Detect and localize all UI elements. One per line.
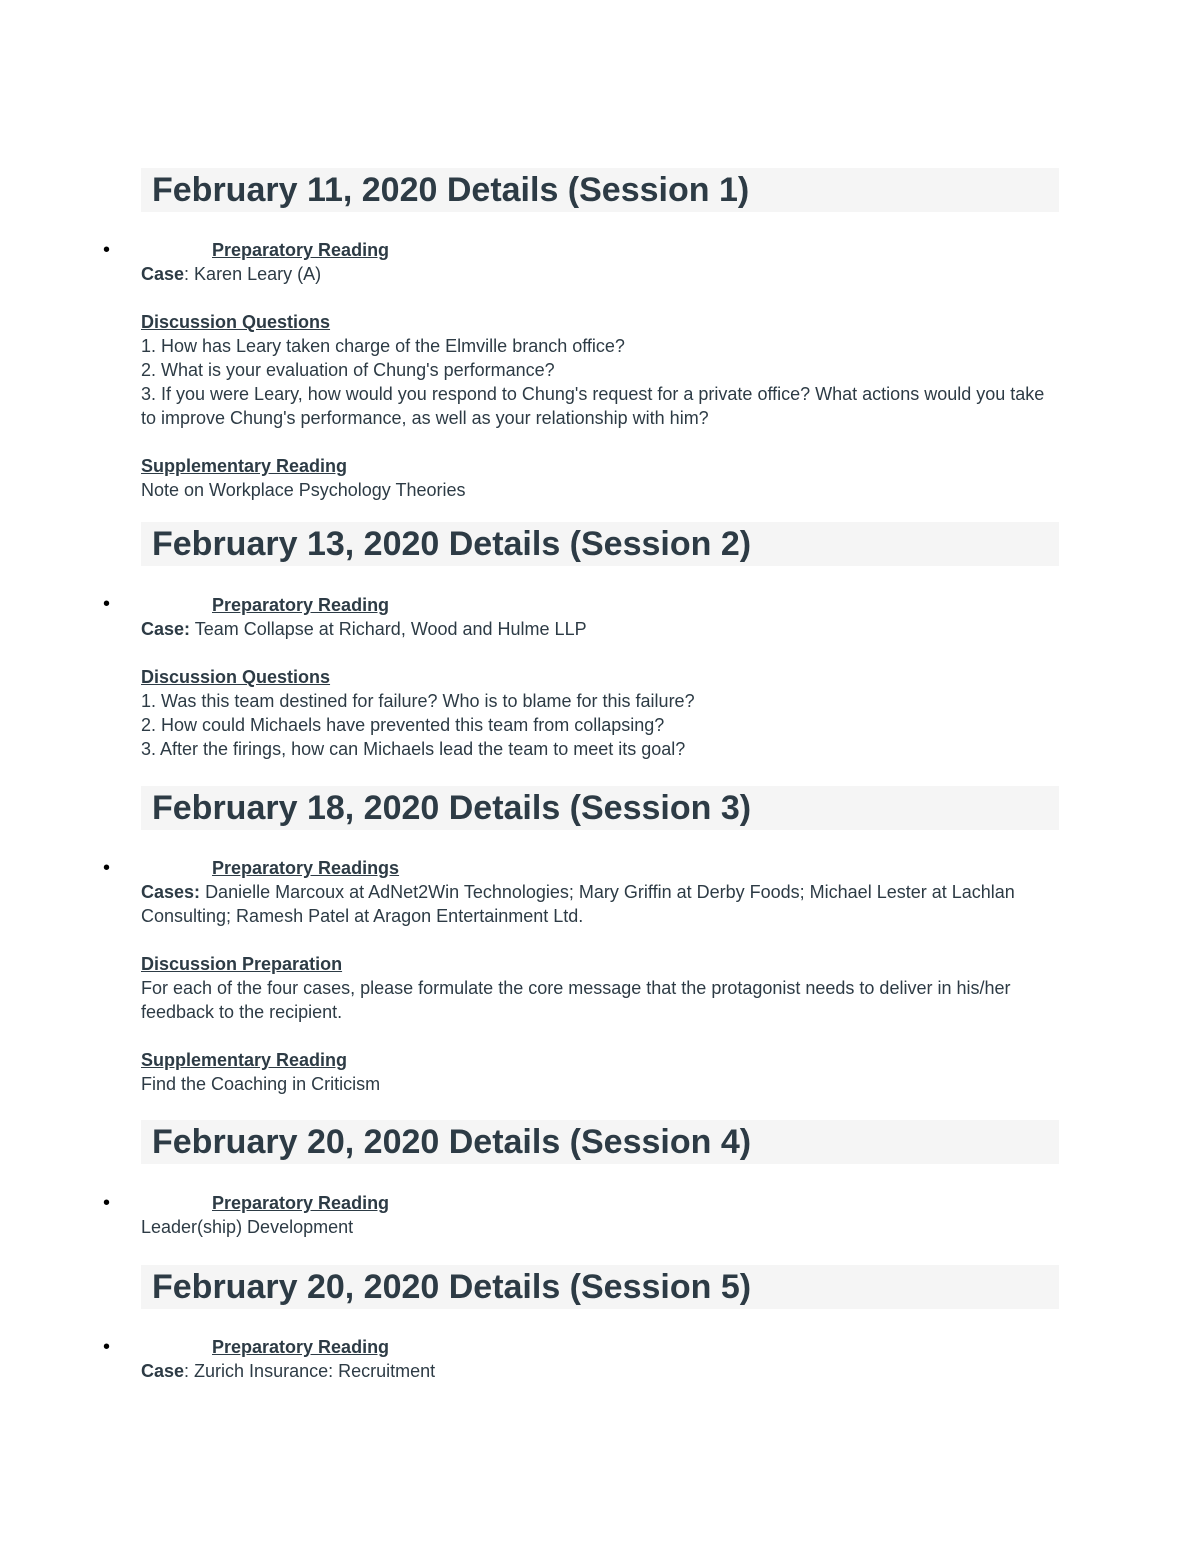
session-3-discussion-text: For each of the four cases, please formulate the core message that the protagonist needs to deliver in his/her feedback to the recipient. — [141, 978, 1011, 1022]
session-2-content — [141, 593, 1061, 761]
session-1-case-text: Karen Leary (A) — [194, 264, 322, 284]
session-2-heading: February 13, 2020 Details (Session 2) — [152, 525, 752, 563]
session-5-case-text: Zurich Insurance: Recruitment — [194, 1361, 436, 1381]
session-2-case-text: Team Collapse at Richard, Wood and Hulme LLP — [194, 619, 587, 639]
session-1-heading-bar — [141, 168, 1059, 212]
session-1-question-2: 2. What is your evaluation of Chung's performance? — [141, 360, 555, 380]
bullet-icon: • — [103, 1336, 111, 1358]
session-5-case-sep: : — [184, 1361, 195, 1381]
session-1-case-label: Case — [141, 264, 185, 284]
session-4-heading-bar — [141, 1120, 1059, 1164]
bullet-icon: • — [103, 857, 111, 879]
session-3-case — [141, 880, 1061, 928]
session-3-content — [141, 856, 1061, 1096]
session-3-supp-label: Supplementary Reading — [141, 1050, 348, 1070]
bullet-icon: • — [103, 593, 111, 615]
session-4-content — [141, 1191, 1061, 1239]
session-5-content — [141, 1335, 1061, 1383]
session-3-supp-text: Find the Coaching in Criticism — [141, 1074, 381, 1094]
session-1-prep-label: Preparatory Reading — [212, 240, 390, 260]
session-1-case — [141, 262, 1061, 286]
session-1-content — [141, 238, 1061, 502]
session-3-case-label: Cases: — [141, 882, 201, 902]
session-4-prep-label: Preparatory Reading — [212, 1193, 390, 1213]
session-2-question-1: 1. Was this team destined for failure? Who is to blame for this failure? — [141, 691, 695, 711]
session-4-body-text: Leader(ship) Development — [141, 1217, 354, 1237]
session-1-supp-label: Supplementary Reading — [141, 456, 348, 476]
session-1-discussion-label: Discussion Questions — [141, 312, 331, 332]
session-2-question-3: 3. After the firings, how can Michaels lead the team to meet its goal? — [141, 739, 686, 759]
session-5-case-label: Case — [141, 1361, 185, 1381]
session-4-heading: February 20, 2020 Details (Session 4) — [152, 1123, 752, 1161]
session-1-supp-text: Note on Workplace Psychology Theories — [141, 480, 466, 500]
session-1-case-sep: : — [184, 264, 195, 284]
session-3-heading: February 18, 2020 Details (Session 3) — [152, 789, 752, 827]
bullet-icon: • — [103, 1192, 111, 1214]
session-3-prep-label: Preparatory Readings — [212, 858, 400, 878]
session-1-question-3: 3. If you were Leary, how would you respond to Chung's request for a private office? What actions would you take to improve Chung's performance, as well as your relationship with him? — [141, 384, 1045, 428]
session-3-case-text: Danielle Marcoux at AdNet2Win Technologies; Mary Griffin at Derby Foods; Michael Lester at Lachlan Consulting; Ramesh Patel at Aragon Entertainment Ltd. — [141, 882, 1015, 926]
session-5-heading: February 20, 2020 Details (Session 5) — [152, 1268, 752, 1306]
session-1-question-1: 1. How has Leary taken charge of the Elmville branch office? — [141, 336, 625, 356]
session-2-case-label: Case: — [141, 619, 191, 639]
session-2-prep-label: Preparatory Reading — [212, 595, 390, 615]
session-3-heading-bar — [141, 786, 1059, 830]
session-5-prep-label: Preparatory Reading — [212, 1337, 390, 1357]
session-1-heading: February 11, 2020 Details (Session 1) — [152, 171, 750, 209]
bullet-icon: • — [103, 239, 111, 261]
session-3-discussion-label: Discussion Preparation — [141, 954, 343, 974]
session-2-heading-bar — [141, 522, 1059, 566]
session-5-heading-bar — [141, 1265, 1059, 1309]
session-2-discussion-label: Discussion Questions — [141, 667, 331, 687]
session-2-case — [141, 617, 1061, 641]
session-5-case — [141, 1359, 1061, 1383]
session-2-question-2: 2. How could Michaels have prevented this team from collapsing? — [141, 715, 665, 735]
